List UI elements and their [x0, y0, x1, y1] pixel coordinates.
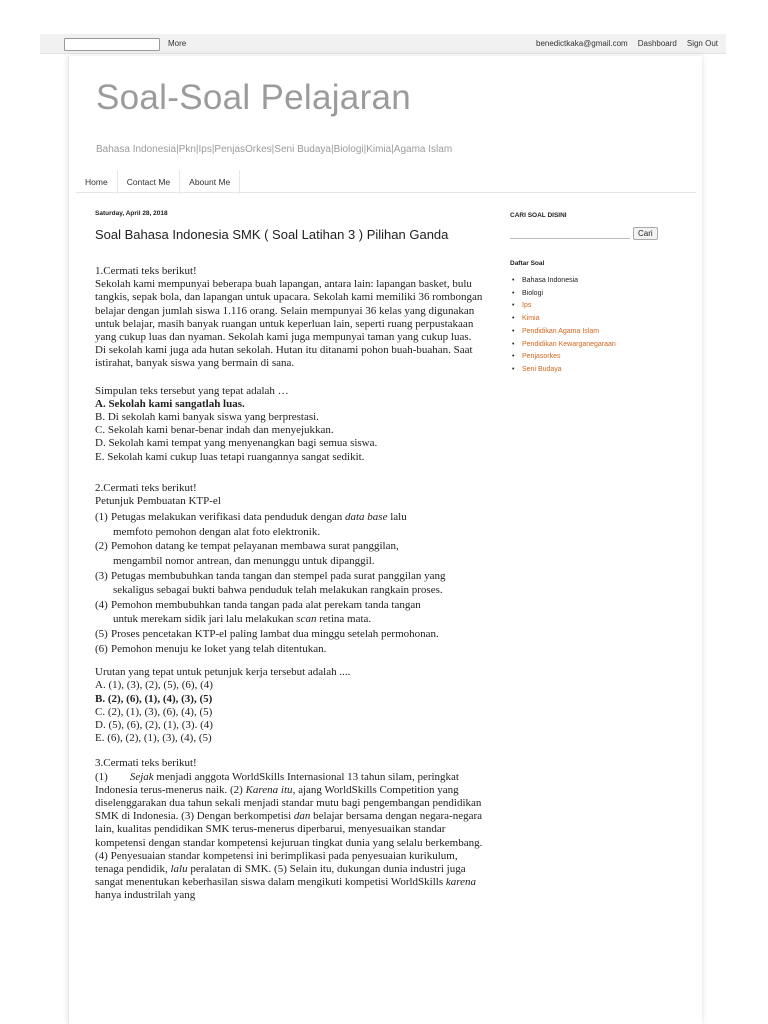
- q2-question: Urutan yang tepat untuk petunjuk kerja tersebut adalah ....: [95, 666, 351, 679]
- q1-option-c: C. Sekolah kami benar-benar indah dan menyejukkan.: [95, 424, 334, 437]
- step-number: (1): [95, 511, 108, 524]
- q2-option-c: C. (2), (1), (3), (6), (4), (5): [95, 705, 213, 718]
- step-text-tail: lalu: [387, 511, 407, 524]
- step-text: Pemohon membubuhkan tanda tangan pada alat perekam tanda tangan: [111, 598, 421, 611]
- question-2: [95, 482, 485, 656]
- q3-italic-3: dan: [293, 810, 311, 823]
- blog-title[interactable]: Soal-Soal Pelajaran: [96, 78, 412, 117]
- q3-text-5: hanya industrilah yang: [95, 889, 196, 902]
- sidebar-item-pendidikan-kewarganegaraan[interactable]: • Pendidikan Kewarganegaraan: [510, 339, 670, 352]
- navbar-email: benedictkaka@gmail.com: [536, 39, 628, 48]
- q2-option-a: A. (1), (3), (2), (5), (6), (4): [95, 679, 213, 692]
- q2-steps: [95, 510, 485, 656]
- navbar-dashboard-link[interactable]: Dashboard: [637, 39, 677, 48]
- navbar-search-input[interactable]: [64, 38, 160, 51]
- q3-italic-1: Sejak: [129, 770, 154, 783]
- navbar-more-link[interactable]: More: [168, 39, 187, 48]
- q2-option-b: B. (2), (6), (1), (4), (3), (5): [95, 692, 213, 705]
- sidebar-item-penjasorkes[interactable]: • Penjasorkes: [510, 351, 670, 364]
- step-text: Pemohon datang ke tempat pelayanan membawa surat panggilan,: [111, 540, 399, 553]
- q1-option-a: A. Sekolah kami sangatlah luas.: [95, 397, 245, 410]
- step-5: [95, 627, 485, 642]
- step-number: (6): [95, 642, 108, 655]
- search-heading: CARI SOAL DISINI: [510, 212, 567, 219]
- page-border: [68, 56, 69, 1024]
- post-title[interactable]: Soal Bahasa Indonesia SMK ( Soal Latihan 3 ) Pilihan Ganda: [95, 227, 449, 242]
- step-text: Petugas membubuhkan tanda tangan dan stempel pada surat panggilan yang: [111, 569, 446, 582]
- q1-question-block: [95, 385, 485, 464]
- q3-text-4: peralatan di SMK. (5) Selain itu, dukungan dunia industri juga sangat menentukan keberhasilan siswa dalam mengikuti kompetisi WorldSkills: [95, 863, 466, 889]
- step-text-cont: memfoto pemohon dengan alat foto elektronik.: [113, 525, 321, 538]
- sidebar-item-bahasa-indonesia[interactable]: • Bahasa Indonesia: [510, 275, 670, 288]
- navbar-user-links: [536, 39, 718, 48]
- sidebar-item-pendidikan-agama-islam[interactable]: • Pendidikan Agama Islam: [510, 326, 670, 339]
- q3-text-2: , ajang WorldSkills Competition yang diselenggarakan dua tahun sekali menjadi standar mutu bagi pengembangan pendidikan SMK di Indonesia. (3) Dengan berkompetisi: [95, 783, 482, 823]
- q3-italic-5: karena: [445, 876, 476, 889]
- navbar-signout-link[interactable]: Sign Out: [686, 39, 718, 48]
- q3-italic-4: lalu: [170, 863, 188, 876]
- q3-number: (1): [95, 770, 108, 783]
- question-3: [95, 757, 485, 902]
- sidebar-search-input[interactable]: [510, 228, 630, 239]
- post-column: [95, 210, 485, 903]
- step-text: Proses pencetakan KTP-el paling lambat dua minggu setelah permohonan.: [111, 628, 439, 640]
- step-6: [95, 642, 485, 657]
- q2-heading: Petunjuk Pembuatan KTP-el: [95, 495, 221, 508]
- tab-home[interactable]: Home: [76, 170, 118, 194]
- q1-option-b: B. Di sekolah kami banyak siswa yang berprestasi.: [95, 411, 319, 424]
- q1-option-e: E. Sekolah kami cukup luas tetapi ruangannya sangat sedikit.: [95, 450, 365, 463]
- q3-intro: 3.Cermati teks berikut!: [95, 757, 197, 770]
- step-text-cont: sekaligus sebagai bukti bahwa penduduk telah melakukan rangkain proses.: [113, 584, 443, 597]
- subject-list: [510, 275, 670, 377]
- blog-page: [68, 56, 702, 1024]
- sidebar-item-biologi[interactable]: • Biologi: [510, 288, 670, 301]
- tabs-divider: [76, 192, 696, 193]
- question-1: [95, 265, 485, 371]
- step-2: [95, 539, 485, 568]
- q2-intro: 2.Cermati teks berikut!: [95, 481, 197, 494]
- step-text-cont: mengambil nomor antrean, dan menunggu untuk dipanggil.: [113, 555, 375, 568]
- page-tabs: [76, 170, 240, 194]
- tab-contact-me[interactable]: Contact Me: [118, 170, 180, 194]
- sidebar-search: [510, 227, 670, 240]
- step-text-tail: retina mata.: [316, 613, 372, 626]
- step-4: [95, 598, 485, 627]
- q2-question-block: [95, 666, 485, 745]
- sidebar-item-ips[interactable]: • Ips: [510, 300, 670, 313]
- step-number: (4): [95, 598, 108, 611]
- post-body: [95, 265, 485, 903]
- step-3: [95, 569, 485, 598]
- step-italic: data base: [345, 511, 388, 524]
- step-number: (3): [95, 569, 108, 582]
- q1-text: Sekolah kami mempunyai beberapa buah lapangan, antara lain: lapangan basket, bulu tangkis, sepak bola, dan lapangan untuk upacara. Sekolah kami memiliki 36 rombongan belajar dengan jumlah siswa 1.116 orang. Selain mempunyai 36 kelas yang digunakan untuk belajar, masih banyak ruangan untuk keperluan lain, seperti ruang perpustakaan yang cukup luas dan nyaman. Sekolah kami juga mempunyai taman yang cukup luas. Di sekolah kami juga ada hutan sekolah. Hutan itu ditanami pohon buah-buahan. Saat istirahat, banyak siswa yang bermain di sana.: [95, 278, 483, 370]
- post-date: Saturday, April 28, 2018: [95, 210, 168, 217]
- top-navbar: [40, 34, 726, 54]
- step-text: Petugas melakukan verifikasi data penduduk dengan: [111, 511, 345, 524]
- q3-text-3: belajar bersama dengan negara-negara lain, kualitas pendidikan SMK terus-menerus diperbarui, menyesuaikan standar kompetensi dengan standar kompetensi kejuruan tingkat dunia yang selalu berkembang. (4) Penyesuaian standar kompetensi ini berimplikasi pada penyesuaian kurikulum, tenaga pendidik,: [95, 810, 483, 876]
- tab-about-me[interactable]: Abount Me: [180, 170, 240, 194]
- q3-text-1: menjadi anggota WorldSkills Internasional 13 tahun silam, peringkat Indonesia terus-menerus naik. (2): [95, 770, 459, 796]
- blog-description: Bahasa Indonesia|Pkn|Ips|PenjasOrkes|Seni Budaya|Biologi|Kimia|Agama Islam: [96, 144, 453, 155]
- q1-question: Simpulan teks tersebut yang tepat adalah …: [95, 384, 289, 397]
- q1-intro: 1.Cermati teks berikut!: [95, 265, 197, 277]
- sidebar: [510, 212, 670, 377]
- search-button[interactable]: Cari: [633, 227, 658, 240]
- sidebar-item-seni-budaya[interactable]: • Seni Budaya: [510, 364, 670, 377]
- list-heading: Daftar Soal: [510, 260, 545, 267]
- step-italic: scan: [296, 613, 317, 626]
- sidebar-item-kimia[interactable]: • Kimia: [510, 313, 670, 326]
- step-1: [95, 510, 485, 539]
- step-number: (5): [95, 628, 108, 640]
- q2-option-d: D. (5), (6), (2), (1), (3). (4): [95, 719, 213, 731]
- q1-option-d: D. Sekolah kami tempat yang menyenangkan bagi semua siswa.: [95, 437, 378, 450]
- q3-italic-2: Karena itu: [245, 783, 293, 796]
- q2-option-e: E. (6), (2), (1), (3), (4), (5): [95, 732, 212, 745]
- step-text: Pemohon menuju ke loket yang telah ditentukan.: [111, 642, 327, 655]
- q3-text: [95, 771, 485, 903]
- step-number: (2): [95, 540, 108, 553]
- step-text-cont: untuk merekam sidik jari lalu melakukan: [113, 613, 297, 626]
